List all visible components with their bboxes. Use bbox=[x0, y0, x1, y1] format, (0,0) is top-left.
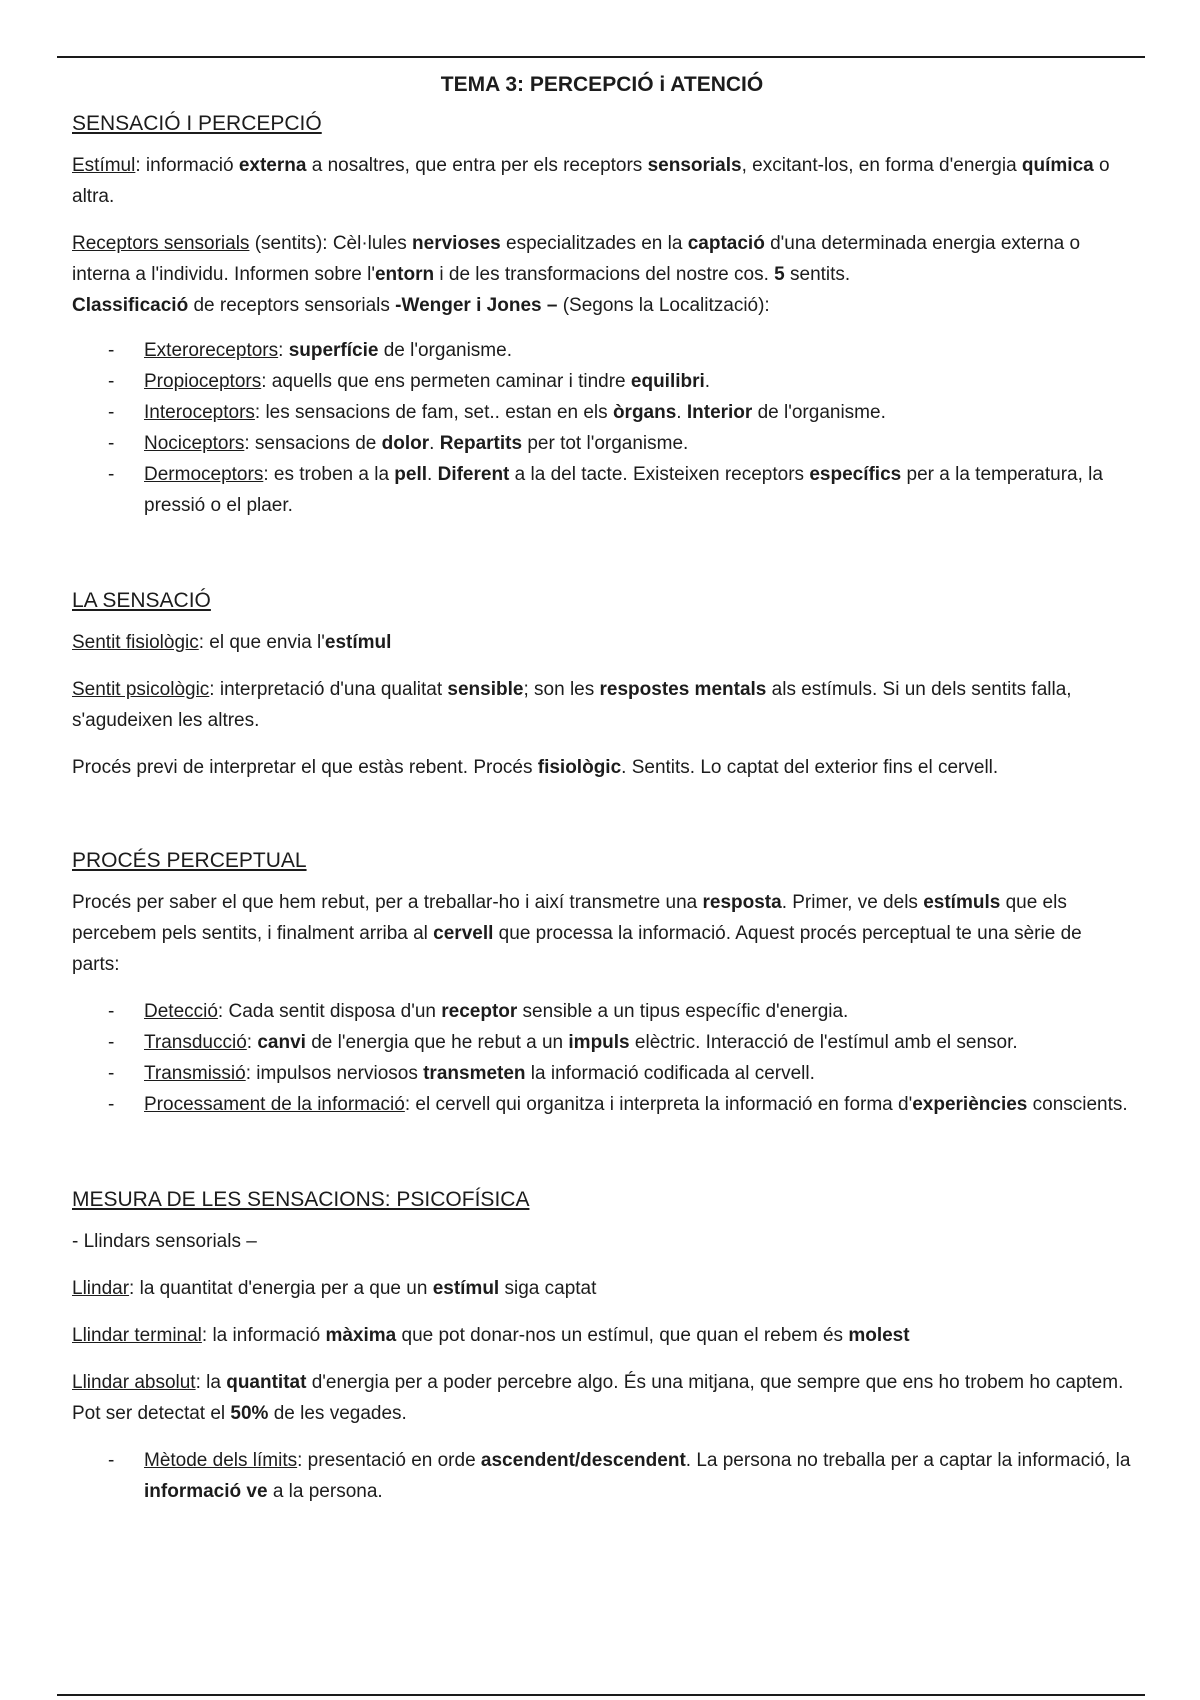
paragraph-sentit-fisiologic: Sentit fisiològic: el que envia l'estímul bbox=[72, 632, 392, 653]
paragraph-proces-previ: Procés previ de interpretar el que estàs rebent. Procés fisiològic. Sentits. Lo captat del exterior fins el cervell. bbox=[72, 757, 999, 778]
perceptual-parts-list bbox=[72, 996, 1132, 1120]
list-item: - Processament de la informació: el cervell qui organitza i interpreta la informació en forma d'experiències conscients. bbox=[72, 1089, 1132, 1120]
page-title: TEMA 3: PERCEPCIÓ i ATENCIÓ bbox=[440, 73, 764, 96]
heading-sensacio: LA SENSACIÓ bbox=[72, 589, 211, 612]
list-item: - Transducció: canvi de l'energia que he rebut a un impuls elèctric. Interacció de l'estímul amb el sensor. bbox=[72, 1027, 1132, 1058]
paragraph-llindar: Llindar: la quantitat d'energia per a que un estímul siga captat bbox=[72, 1278, 597, 1299]
methods-list bbox=[72, 1445, 1132, 1507]
document-page bbox=[72, 70, 1132, 1523]
paragraph-estimul: Estímul: informació externa a nosaltres, que entra per els receptors sensorials, excitant-los, en forma d'energia química o altra. bbox=[72, 155, 1110, 207]
list-item: - Mètode dels límits: presentació en orde ascendent/descendent. La persona no treballa per a captar la informació, la informació ve a la persona. bbox=[72, 1445, 1132, 1507]
heading-proces-perceptual: PROCÉS PERCEPTUAL bbox=[72, 849, 307, 872]
paragraph-receptors: Receptors sensorials (sentits): Cèl·lules nervioses especialitzades en la captació d'una determinada energia externa o interna a l'individu. Informen sobre l'entorn i de les transformacions del nostre cos. 5 sentits. Classificació de receptors sensorials -Wenger i Jones – (Segons la Localització): bbox=[72, 233, 1081, 316]
heading-sensacio-percepcio: SENSACIÓ I PERCEPCIÓ bbox=[72, 112, 322, 135]
subheading-llindars: - Llindars sensorials – bbox=[72, 1231, 257, 1252]
list-item: - Detecció: Cada sentit disposa d'un receptor sensible a un tipus específic d'energia. bbox=[72, 996, 1132, 1027]
list-item: - Transmissió: impulsos nerviosos transmeten la informació codificada al cervell. bbox=[72, 1058, 1132, 1089]
receptor-list bbox=[72, 335, 1132, 521]
bottom-rule bbox=[57, 1694, 1145, 1696]
paragraph-llindar-absolut: Llindar absolut: la quantitat d'energia per a poder percebre algo. És una mitjana, que sempre que ens ho trobem ho captem. Pot ser detectat el 50% de les vegades. bbox=[72, 1372, 1124, 1424]
paragraph-proces: Procés per saber el que hem rebut, per a treballar-ho i així transmetre una resposta. Primer, ve dels estímuls que els percebem pels sentits, i finalment arriba al cervell que processa la informació. Aquest procés perceptual te una sèrie de parts: bbox=[72, 892, 1082, 975]
top-rule bbox=[57, 56, 1145, 58]
paragraph-llindar-terminal: Llindar terminal: la informació màxima que pot donar-nos un estímul, que quan el rebem és molest bbox=[72, 1325, 910, 1346]
list-item: - Nociceptors: sensacions de dolor. Repartits per tot l'organisme. bbox=[72, 428, 1132, 459]
paragraph-sentit-psicologic: Sentit psicològic: interpretació d'una qualitat sensible; son les respostes mentals als estímuls. Si un dels sentits falla, s'agudeixen les altres. bbox=[72, 679, 1072, 731]
list-item: - Dermoceptors: es troben a la pell. Diferent a la del tacte. Existeixen receptors específics per a la temperatura, la pressió o el plaer. bbox=[72, 459, 1132, 521]
list-item: - Exteroreceptors: superfície de l'organisme. bbox=[72, 335, 1132, 366]
heading-psicofisica: MESURA DE LES SENSACIONS: PSICOFÍSICA bbox=[72, 1188, 530, 1211]
list-item: - Interoceptors: les sensacions de fam, set.. estan en els òrgans. Interior de l'organisme. bbox=[72, 397, 1132, 428]
list-item: - Propioceptors: aquells que ens permeten caminar i tindre equilibri. bbox=[72, 366, 1132, 397]
